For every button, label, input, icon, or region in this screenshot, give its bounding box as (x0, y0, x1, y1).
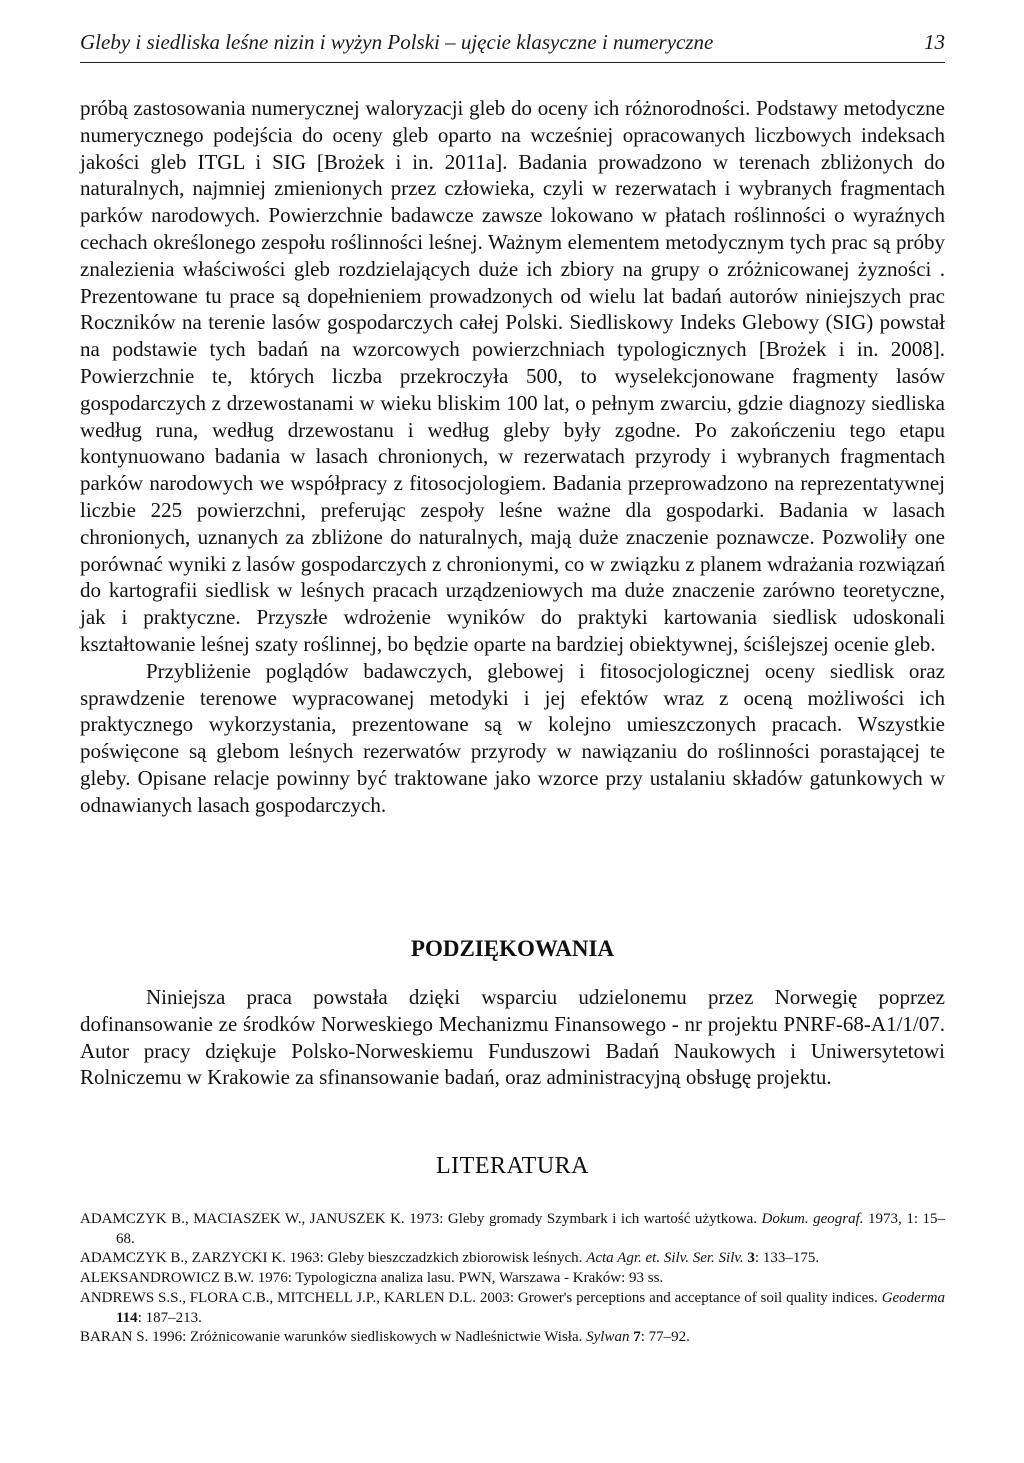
reference-authors: ADAMCZYK B., ZARZYCKI K. (80, 1250, 286, 1267)
running-header-title: Gleby i siedliska leśne nizin i wyżyn Polski – ujęcie klasyczne i numeryczne (80, 30, 714, 54)
reference-item (80, 1249, 945, 1269)
reference-tail: : 77–92. (640, 1329, 690, 1346)
reference-tail: : 133–175. (754, 1250, 820, 1267)
reference-journal: Geoderma (881, 1289, 946, 1306)
literature-heading: LITERATURA (436, 1153, 589, 1179)
reference-item (80, 1210, 945, 1249)
body-paragraph: próbą zastosowania numerycznej waloryzacji gleb do oceny ich różnorodności. Podstawy metodyczne numerycznego podejścia do oceny gleb oparto na wcześniej opracowanych liczbowych indeksach jakości gleb ITGL i SIG [Brożek i in. 2011a]. Badania prowadzono w terenach zbliżonych do naturalnych, najmniej zmienionych przez człowieka, czyli w rezerwatach i wybranych fragmentach parków narodowych. Powierzchnie badawcze zawsze lokowano w płatach roślinności o wyraźnych cechach określonego zespołu roślinności leśnej. Ważnym elementem metodycznym tych prac są próby znalezienia właściwości gleb rozdzielających duże ich zbiory na grupy o zróżnicowanej żyzności . Prezentowane tu prace są dopełnieniem prowadzonych od wielu lat badań autorów niniejszych prac Roczników na terenie lasów gospodarczych całej Polski. Siedliskowy Indeks Glebowy (SIG) powstał na podstawie tych badań na wzorcowych powierzchniach typologicznych [Brożek i in. 2008]. Powierzchnie te, których liczba przekroczyła 500, to wyselekcjonowane fragmenty lasów gospodarczych z drzewostanami w wieku bliskim 100 lat, o pełnym zwarciu, gdzie diagnozy siedliska według runa, według drzewostanu i według gleby były zgodne. Po zakończeniu tego etapu kontynuowano badania w lasach chronionych, w rezerwatach przyrody i wybranych fragmentach parków narodowych we współpracy z fitosocjologiem. Badania przeprowadzono na reprezentatywnej liczbie 225 powierzchni, preferując zespoły leśne ważne dla gospodarki. Badania w lasach chronionych, uznanych za zbliżone do naturalnych, mają duże znaczenie poznawcze. Pozwoliły one porównać wyniki z lasów gospodarczych z chronionymi, co w związku z planem wdrażania rozwiązań do kartografii siedlisk w leśnych pracach urządzeniowych ma duże znaczenie zarówno teoretyczne, jak i praktyczne. Przyszłe wdrożenie wyników do praktyki kartowania siedlisk udoskonali kształtowanie leśnej szaty roślinnej, bo będzie oparte na bardziej obiektywnej, ściślejszej ocenie gleb. (80, 96, 945, 656)
reference-authors: ADAMCZYK B., MACIASZEK W., JANUSZEK K. (80, 1211, 405, 1227)
reference-text: 1963: Gleby bieszczadzkich zbiorowisk leśnych. (285, 1250, 587, 1267)
acknowledgements-text (80, 984, 945, 1091)
reference-journal: Dokum. geograf. (761, 1211, 864, 1227)
reference-list (80, 1210, 945, 1348)
body-text (80, 95, 945, 819)
reference-item (80, 1289, 945, 1328)
acknowledgements-heading: PODZIĘKOWANIA (410, 936, 615, 961)
reference-volume: 3 (743, 1250, 755, 1267)
reference-authors: ALEKSANDROWICZ B.W. (80, 1270, 255, 1287)
reference-authors: ANDREWS S.S., FLORA C.B., MITCHELL J.P., KARLEN D.L. (80, 1289, 477, 1306)
acknowledgements-paragraph: Niniejsza praca powstała dzięki wsparciu udzielonemu przez Norwegię poprzez dofinansowanie ze środków Norweskiego Mechanizmu Finansowego - nr projektu PNRF-68-A1/1/07. Autor pracy dziękuje Polsko-Norweskiemu Funduszowi Badań Naukowych i Uniwersytetowi Rolniczemu w Krakowie za sfinansowanie badań, oraz administracyjną obsługę projektu. (80, 985, 945, 1090)
reference-tail: 1973, 1: 15–68. (116, 1211, 945, 1247)
reference-text: 1973: Gleby gromady Szymbark i ich wartość użytkowa. (404, 1211, 762, 1227)
reference-text: 1996: Zróżnicowanie warunków siedliskowych w Nadleśnictwie Wisła. (148, 1329, 587, 1346)
reference-tail: : 187–213. (137, 1309, 202, 1326)
body-paragraph: Przybliżenie poglądów badawczych, glebowej i fitosocjologicznej oceny siedlisk oraz sprawdzenie terenowe wypracowanej metodyki i jej efektów wraz z oceną możliwości ich praktycznego wykorzystania, prezentowane są w kolejno umieszczonych pracach. Wszystkie poświęcone są glebom leśnych rezerwatów przyrody w nawiązaniu do roślinności porastającej te gleby. Opisane relacje powinny być traktowane jako wzorce przy ustalaniu składów gatunkowych w odnawianych lasach gospodarczych. (80, 658, 945, 817)
reference-text: 1976: Typologiczna analiza lasu. PWN, Warszawa - Kraków: 93 ss. (254, 1270, 664, 1287)
reference-text: 2003: Grower's perceptions and acceptance of soil quality indices. (476, 1289, 882, 1306)
reference-journal: Acta Agr. et. Silv. Ser. Silv. (586, 1250, 744, 1267)
reference-volume: 114 (116, 1309, 138, 1326)
reference-item (80, 1328, 945, 1348)
page-number: 13 (924, 30, 945, 54)
running-header (80, 30, 945, 55)
reference-authors: BARAN S. (80, 1329, 149, 1346)
reference-journal: Sylwan (586, 1329, 630, 1346)
reference-volume: 7 (629, 1329, 641, 1346)
header-rule (80, 62, 945, 63)
reference-item (80, 1269, 945, 1289)
